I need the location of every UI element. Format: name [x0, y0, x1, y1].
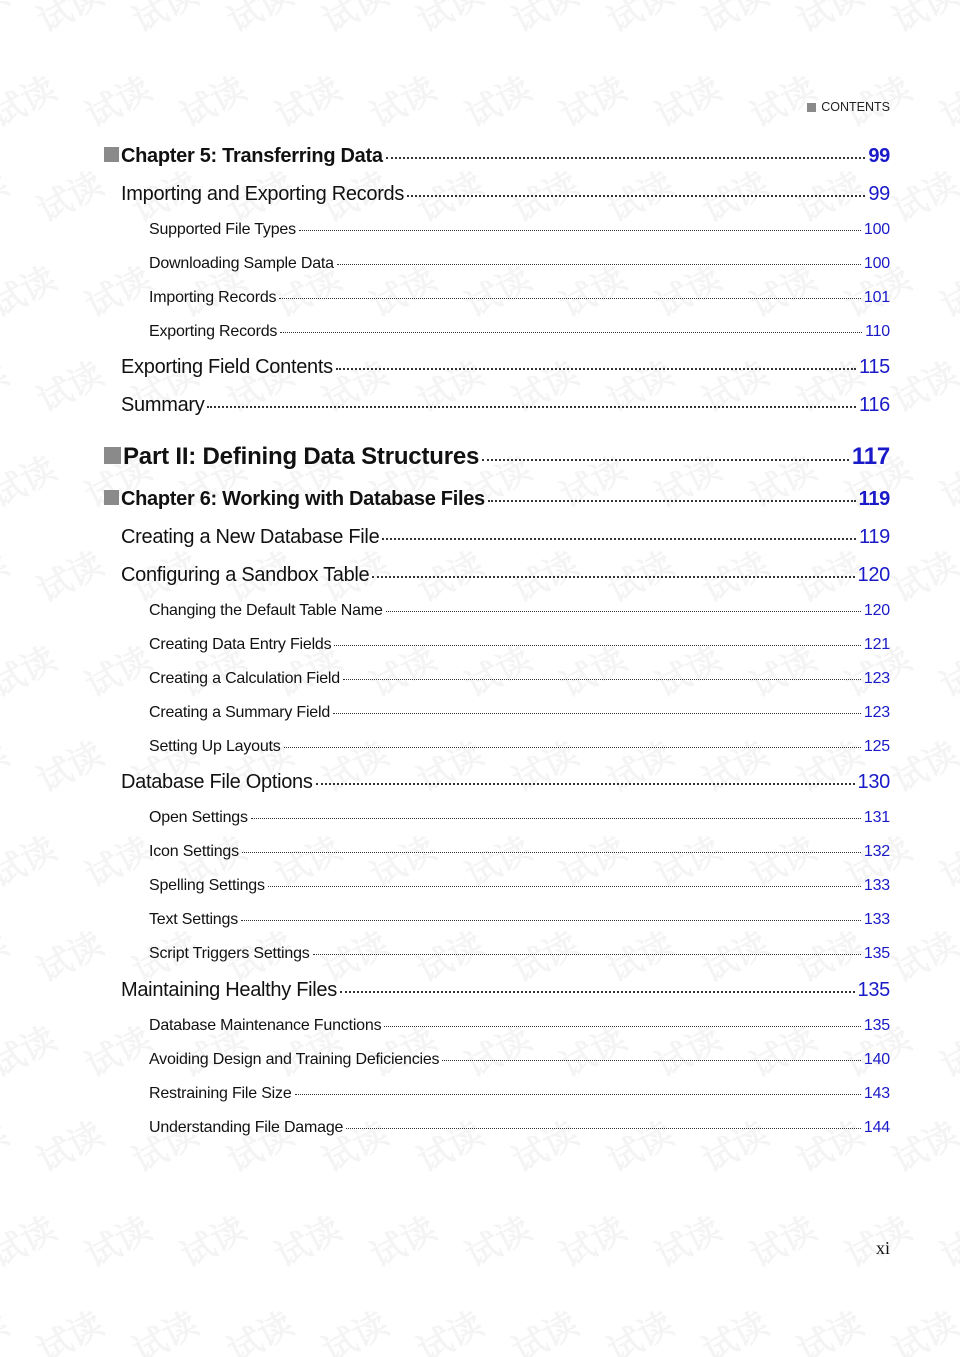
dot-leader	[279, 298, 861, 299]
watermark-mark	[597, 0, 680, 42]
watermark-mark	[217, 1297, 300, 1357]
watermark-mark	[27, 1107, 110, 1182]
toc-entry-title: Avoiding Design and Training Deficiencies	[149, 1051, 440, 1068]
toc-entry-section[interactable]	[121, 526, 890, 549]
dot-leader	[241, 920, 861, 921]
toc-entry-section[interactable]	[121, 771, 890, 794]
page-number-folio: xi	[875, 1238, 890, 1258]
toc-entry-title: Changing the Default Table Name	[149, 602, 383, 619]
toc-entry-subsection[interactable]	[149, 1119, 890, 1137]
watermark-mark	[122, 0, 205, 42]
toc-entry-title: Exporting Records	[149, 323, 278, 340]
toc-entry-page: 143	[863, 1085, 890, 1102]
toc-entry-subsection[interactable]	[149, 289, 890, 307]
dot-leader	[337, 264, 861, 265]
watermark-mark	[692, 0, 775, 42]
toc-entry-title: Summary	[121, 394, 205, 416]
toc-entry-section[interactable]	[121, 183, 890, 206]
watermark-mark	[27, 537, 110, 612]
dot-leader	[407, 195, 865, 197]
watermark-mark	[455, 1202, 538, 1277]
running-head	[807, 100, 890, 114]
running-head-label: CONTENTS	[821, 100, 890, 114]
toc-entry-title: Restraining File Size	[149, 1085, 292, 1102]
toc-entry-subsection[interactable]	[149, 1085, 890, 1103]
watermark-mark	[170, 1202, 253, 1277]
dot-leader	[386, 611, 861, 612]
watermark-mark	[882, 1297, 960, 1357]
toc-entry-subsection[interactable]	[149, 1017, 890, 1035]
toc-entry-subsection[interactable]	[149, 255, 890, 273]
watermark-mark	[550, 1202, 633, 1277]
toc-entry-subsection[interactable]	[149, 704, 890, 722]
watermark-mark	[550, 62, 633, 137]
toc-entry-page: 140	[863, 1051, 890, 1068]
watermark-mark	[0, 442, 64, 517]
dot-leader	[333, 713, 861, 714]
watermark-mark	[740, 1202, 823, 1277]
toc-entry-section[interactable]	[121, 394, 890, 417]
running-head-square-icon	[807, 103, 816, 112]
watermark-mark	[360, 62, 443, 137]
dot-leader	[346, 1128, 861, 1129]
dot-leader	[295, 1094, 861, 1095]
toc-entry-title: Supported File Types	[149, 221, 296, 238]
toc-entry-subsection[interactable]	[149, 323, 890, 341]
toc-entry-title: Script Triggers Settings	[149, 945, 310, 962]
watermark-mark	[882, 727, 960, 802]
watermark-mark	[882, 0, 960, 42]
dot-leader	[336, 368, 856, 370]
toc-entry-title: Open Settings	[149, 809, 248, 826]
dot-leader	[372, 576, 854, 578]
watermark-mark	[0, 632, 64, 707]
watermark-mark	[27, 1297, 110, 1357]
dot-leader	[340, 991, 855, 993]
toc-entry-chapter[interactable]	[104, 488, 890, 511]
watermark-mark	[930, 632, 960, 707]
toc-entry-subsection[interactable]	[149, 911, 890, 929]
toc-entry-page: 110	[865, 323, 890, 340]
watermark-mark	[27, 0, 110, 42]
watermark-mark	[170, 62, 253, 137]
toc-entry-page: 121	[863, 636, 890, 653]
toc-entry-section[interactable]	[121, 979, 890, 1002]
toc-entry-part[interactable]	[104, 443, 890, 471]
watermark-mark	[645, 1202, 728, 1277]
watermark-mark	[882, 347, 960, 422]
watermark-mark	[75, 632, 158, 707]
toc-entry-page: 135	[863, 945, 890, 962]
watermark-mark	[882, 537, 960, 612]
toc-entry-title: Exporting Field Contents	[121, 356, 333, 378]
dot-leader	[488, 500, 856, 502]
watermark-mark	[0, 822, 64, 897]
dot-leader	[316, 783, 855, 785]
toc-entry-page: 135	[863, 1017, 890, 1034]
watermark-mark	[0, 1202, 64, 1277]
toc-entry-page: 119	[859, 526, 890, 548]
toc-entry-title: Chapter 5: Transferring Data	[104, 145, 383, 168]
toc-entry-page: 131	[863, 809, 890, 826]
watermark-mark	[930, 62, 960, 137]
dot-leader	[268, 886, 861, 887]
toc-entry-title: Importing and Exporting Records	[121, 183, 405, 205]
dot-leader	[386, 157, 866, 159]
toc-entry-subsection[interactable]	[149, 1051, 890, 1069]
watermark-mark	[882, 917, 960, 992]
watermark-mark	[692, 1297, 775, 1357]
toc-entry-subsection[interactable]	[149, 602, 890, 620]
watermark-mark	[930, 822, 960, 897]
toc-entry-title: Text Settings	[149, 911, 239, 928]
toc-entry-chapter[interactable]	[104, 145, 890, 168]
watermark-mark	[787, 1297, 870, 1357]
toc-entry-section[interactable]	[121, 356, 890, 379]
dot-leader	[242, 852, 861, 853]
toc-entry-title: Creating a Summary Field	[149, 704, 331, 721]
toc-entry-page: 115	[859, 356, 890, 378]
toc-entry-title: Database Maintenance Functions	[149, 1017, 382, 1034]
dot-leader	[482, 459, 849, 461]
dot-leader	[442, 1060, 861, 1061]
toc-entry-title: Understanding File Damage	[149, 1119, 344, 1136]
watermark-mark	[217, 0, 300, 42]
watermark-mark	[787, 0, 870, 42]
watermark-mark	[265, 62, 348, 137]
toc-entry-page: 135	[857, 979, 890, 1001]
toc-entry-page: 100	[863, 255, 890, 272]
watermark-mark	[0, 1012, 64, 1087]
toc-entry-page: 130	[857, 771, 890, 793]
dot-leader	[280, 332, 862, 333]
watermark-mark	[407, 1297, 490, 1357]
toc-entry-page: 125	[863, 738, 890, 755]
watermark-mark	[122, 1297, 205, 1357]
chapter-square-icon	[104, 490, 119, 505]
watermark-mark	[0, 727, 16, 802]
dot-leader	[299, 230, 861, 231]
watermark-mark	[75, 822, 158, 897]
dot-leader	[384, 1026, 861, 1027]
toc-entry-title: Downloading Sample Data	[149, 255, 334, 272]
toc-entry-subsection[interactable]	[149, 636, 890, 654]
toc-entry-page: 119	[858, 488, 890, 510]
watermark-mark	[0, 1297, 16, 1357]
watermark-mark	[407, 0, 490, 42]
toc-entry-page: 133	[863, 877, 890, 894]
watermark-mark	[0, 0, 16, 42]
watermark-mark	[502, 1297, 585, 1357]
watermark-mark	[75, 1012, 158, 1087]
watermark-mark	[597, 1297, 680, 1357]
toc-entry-subsection[interactable]	[149, 221, 890, 239]
watermark-mark	[0, 252, 64, 327]
dot-leader	[313, 954, 861, 955]
toc-entry-page: 123	[863, 704, 890, 721]
toc-entry-page: 116	[859, 394, 890, 416]
watermark-mark	[75, 252, 158, 327]
watermark-mark	[645, 62, 728, 137]
toc-entry-page: 100	[863, 221, 890, 238]
watermark-mark	[882, 157, 960, 232]
toc-entry-subsection[interactable]	[149, 809, 890, 827]
watermark-mark	[930, 442, 960, 517]
toc-entry-title: Icon Settings	[149, 843, 239, 860]
watermark-mark	[75, 1202, 158, 1277]
watermark-mark	[0, 157, 16, 232]
watermark-mark	[265, 1202, 348, 1277]
toc-entry-title: Spelling Settings	[149, 877, 265, 894]
toc-entry-page: 123	[863, 670, 890, 687]
watermark-mark	[360, 1202, 443, 1277]
dot-leader	[343, 679, 861, 680]
watermark-mark	[0, 347, 16, 422]
watermark-mark	[502, 0, 585, 42]
toc-entry-title: Creating a New Database File	[121, 526, 380, 548]
toc-entry-subsection[interactable]	[149, 843, 890, 861]
watermark-mark	[0, 917, 16, 992]
toc-entry-page: 99	[868, 145, 890, 167]
toc-entry-subsection[interactable]	[149, 670, 890, 688]
watermark-mark	[455, 62, 538, 137]
toc-entry-page: 101	[863, 289, 890, 306]
watermark-mark	[0, 62, 64, 137]
chapter-square-icon	[104, 147, 119, 162]
dot-leader	[382, 538, 856, 540]
watermark-mark	[312, 0, 395, 42]
part-square-icon	[104, 447, 121, 464]
toc-entry-title: Database File Options	[121, 771, 313, 793]
toc-entry-title: Setting Up Layouts	[149, 738, 281, 755]
toc-entry-page: 99	[868, 183, 890, 205]
watermark-mark	[312, 1297, 395, 1357]
watermark-mark	[27, 157, 110, 232]
toc-entry-page: 120	[863, 602, 890, 619]
watermark-mark	[27, 347, 110, 422]
watermark-mark	[75, 62, 158, 137]
toc-entry-page: 133	[863, 911, 890, 928]
toc-entry-page: 117	[851, 443, 890, 470]
watermark-mark	[0, 537, 16, 612]
toc-entry-page: 132	[863, 843, 890, 860]
watermark-mark	[930, 1012, 960, 1087]
toc-entry-subsection[interactable]	[149, 738, 890, 756]
watermark-mark	[27, 917, 110, 992]
toc-entry-title: Part II: Defining Data Structures	[104, 443, 479, 471]
watermark-mark	[930, 1202, 960, 1277]
dot-leader	[207, 406, 856, 408]
watermark-mark	[0, 1107, 16, 1182]
watermark-mark	[27, 727, 110, 802]
toc-entry-title: Chapter 6: Working with Database Files	[104, 488, 485, 511]
watermark-mark	[930, 252, 960, 327]
toc-entry-section[interactable]	[121, 564, 890, 587]
toc-entry-title: Configuring a Sandbox Table	[121, 564, 370, 586]
dot-leader	[284, 747, 861, 748]
toc-entry-title: Creating a Calculation Field	[149, 670, 340, 687]
toc-entry-title: Maintaining Healthy Files	[121, 979, 337, 1001]
toc-entry-page: 144	[863, 1119, 890, 1136]
toc-entry-page: 120	[857, 564, 890, 586]
dot-leader	[334, 645, 860, 646]
dot-leader	[251, 818, 861, 819]
toc-entry-title: Importing Records	[149, 289, 277, 306]
toc-entry-subsection[interactable]	[149, 945, 890, 963]
watermark-mark	[882, 1107, 960, 1182]
toc-entry-subsection[interactable]	[149, 877, 890, 895]
toc-entry-title: Creating Data Entry Fields	[149, 636, 332, 653]
